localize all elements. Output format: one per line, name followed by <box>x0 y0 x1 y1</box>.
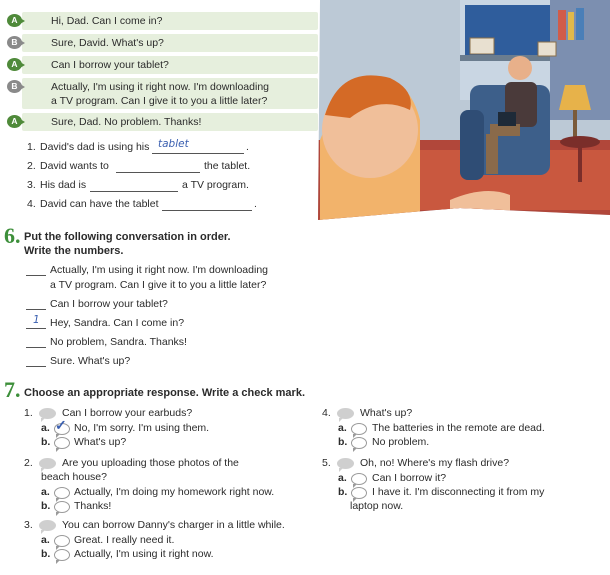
response-option: Great. I really need it. <box>74 534 175 546</box>
conversation-line: Hey, Sandra. Can I come in? <box>50 317 185 329</box>
response-bubble-checkbox[interactable] <box>54 437 70 449</box>
dialogue-text-line: Actually, I'm using it right now. I'm downloading <box>51 81 270 93</box>
question-text: David wants to <box>40 160 109 172</box>
question-number: 1. <box>27 141 36 153</box>
speech-bubble-icon <box>39 408 56 419</box>
question-number: 4. <box>322 407 331 419</box>
question-prompt: You can borrow Danny's charger in a little while. <box>62 519 285 531</box>
dialogue-text: Can I borrow your tablet? <box>51 59 169 71</box>
conversation-line: Actually, I'm using it right now. I'm downloading <box>50 264 269 276</box>
response-option: Thanks! <box>74 500 112 512</box>
dialogue-line-5 <box>11 113 318 131</box>
speaker-a-marker: A <box>7 14 22 27</box>
speech-bubble-icon <box>39 520 56 531</box>
dialogue-text-line: a TV program. Can I give it to you a little later? <box>51 95 268 107</box>
speaker-a-marker: A <box>7 58 22 71</box>
conversation-line: Sure. What's up? <box>50 355 131 367</box>
response-bubble-checkbox[interactable] <box>54 535 70 547</box>
dialogue-text: Sure, Dad. No problem. Thanks! <box>51 116 202 128</box>
dialogue-text: Sure, David. What's up? <box>51 37 164 49</box>
response-bubble-checkbox[interactable] <box>54 501 70 513</box>
response-bubble-checkbox[interactable] <box>54 549 70 561</box>
section-title: Choose an appropriate response. Write a check mark. <box>24 387 306 399</box>
question-number: 2. <box>24 457 33 469</box>
option-letter: a. <box>338 422 347 434</box>
answer-blank[interactable] <box>116 172 200 173</box>
option-letter: b. <box>41 500 51 512</box>
question-number: 3. <box>24 519 33 531</box>
response-option: No problem. <box>372 436 430 448</box>
order-blank[interactable] <box>26 328 46 329</box>
option-letter: a. <box>41 534 50 546</box>
order-blank[interactable] <box>26 347 46 348</box>
response-option: Actually, I'm using it right now. <box>74 548 214 560</box>
response-bubble-checkbox[interactable] <box>351 423 367 435</box>
dialogue-line-4 <box>11 78 318 109</box>
question-number: 2. <box>27 160 36 172</box>
question-prompt: beach house? <box>41 471 107 483</box>
response-bubble-checkbox[interactable] <box>351 437 367 449</box>
conversation-line: No problem, Sandra. Thanks! <box>50 336 187 348</box>
response-option: The batteries in the remote are dead. <box>372 422 545 434</box>
speech-bubble-icon <box>39 458 56 469</box>
option-letter: b. <box>338 486 348 498</box>
response-bubble-checkbox[interactable] <box>351 487 367 499</box>
check-mark-icon: ✓ <box>55 417 67 433</box>
question-prompt: Are you uploading those photos of the <box>62 457 239 469</box>
question-text-end: . <box>246 141 249 153</box>
question-prompt: Oh, no! Where's my flash drive? <box>360 457 510 469</box>
conversation-line: a TV program. Can I give it to you a little later? <box>50 279 267 291</box>
illustration-dad-and-son <box>310 0 610 270</box>
handwritten-answer: 1 <box>33 314 40 326</box>
question-text-end: the tablet. <box>204 160 251 172</box>
order-blank[interactable] <box>26 366 46 367</box>
dialogue-line-1 <box>11 12 318 30</box>
response-option: Actually, I'm doing my homework right now. <box>74 486 275 498</box>
question-prompt: What's up? <box>360 407 413 419</box>
option-letter: b. <box>41 548 51 560</box>
section-number: 6. <box>4 223 21 248</box>
conversation-line: Can I borrow your tablet? <box>50 298 168 310</box>
speaker-b-marker: B <box>7 80 22 93</box>
speaker-a-marker: A <box>7 115 22 128</box>
option-letter: b. <box>338 436 348 448</box>
order-blank[interactable] <box>26 309 46 310</box>
answer-blank[interactable] <box>162 210 252 211</box>
question-text: David can have the tablet <box>40 198 159 210</box>
option-letter: b. <box>41 436 51 448</box>
order-blank[interactable] <box>26 275 46 276</box>
section-title: Put the following conversation in order. <box>24 231 231 243</box>
speech-bubble-icon <box>337 458 354 469</box>
answer-blank[interactable] <box>90 191 178 192</box>
question-number: 1. <box>24 407 33 419</box>
dialogue-line-2 <box>11 34 318 52</box>
speech-bubble-icon <box>337 408 354 419</box>
question-text: David's dad is using his <box>40 141 150 153</box>
response-bubble-checkbox[interactable] <box>54 487 70 499</box>
question-number: 3. <box>27 179 36 191</box>
question-prompt: Can I borrow your earbuds? <box>62 407 193 419</box>
section-number: 7. <box>4 377 21 402</box>
dialogue-line-3 <box>11 56 318 74</box>
dialogue-text <box>51 80 269 108</box>
question-text: His dad is <box>40 179 87 191</box>
option-letter: a. <box>41 486 50 498</box>
response-option: Can I borrow it? <box>372 472 447 484</box>
question-text-end: a TV program. <box>182 179 249 191</box>
response-option: laptop now. <box>350 500 404 512</box>
option-letter: a. <box>41 422 50 434</box>
response-option: I have it. I'm disconnecting it from my <box>372 486 545 498</box>
response-option: No, I'm sorry. I'm using them. <box>74 422 210 434</box>
answer-blank[interactable] <box>152 153 244 154</box>
dialogue-text: Hi, Dad. Can I come in? <box>51 15 163 27</box>
response-bubble-checkbox[interactable] <box>351 473 367 485</box>
handwritten-answer: tablet <box>158 138 189 150</box>
response-option: What's up? <box>74 436 127 448</box>
question-number: 4. <box>27 198 36 210</box>
section-title: Write the numbers. <box>24 245 124 257</box>
option-letter: a. <box>338 472 347 484</box>
speaker-b-marker: B <box>7 36 22 49</box>
question-number: 5. <box>322 457 331 469</box>
question-text-end: . <box>254 198 257 210</box>
